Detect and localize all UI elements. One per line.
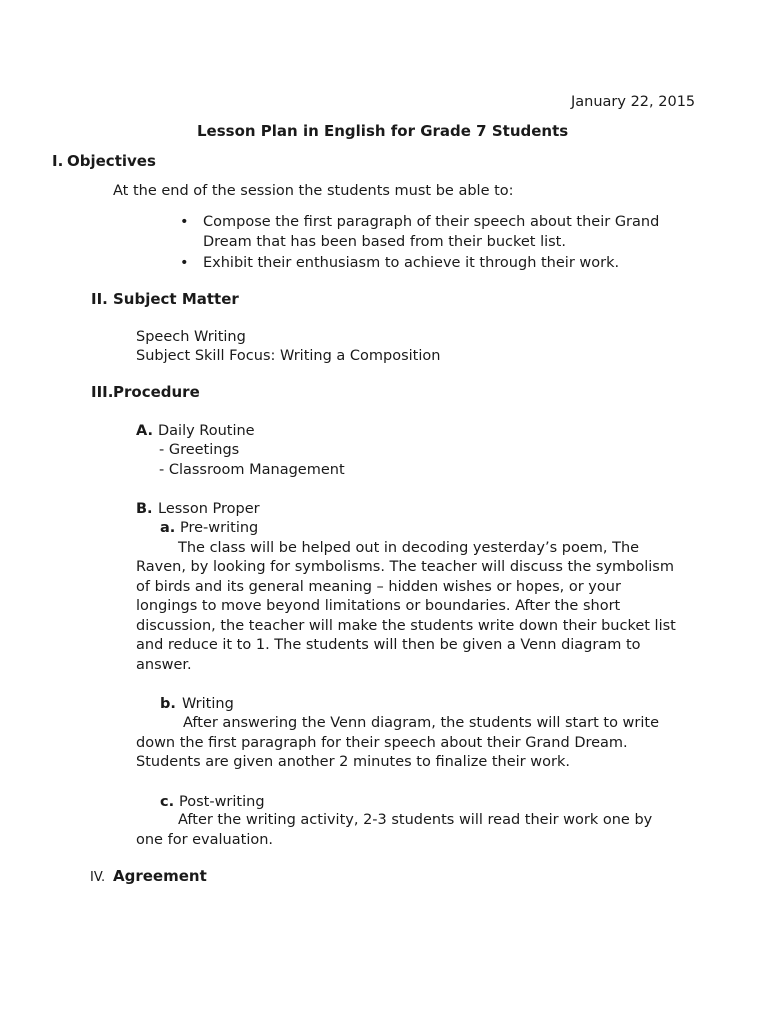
- sub-a-marker: a.: [160, 520, 176, 536]
- subject-line: Speech Writing: [136, 329, 246, 345]
- writing-line: After answering the Venn diagram, the students will start to write: [183, 715, 660, 731]
- objectives-intro: At the end of the session the students must be able to:: [113, 183, 514, 199]
- prewriting-line: longings to move beyond limitations or boundaries. After the short: [136, 598, 621, 614]
- postwriting-line: After the writing activity, 2-3 students will read their work one by: [178, 812, 653, 828]
- writing-line: Students are given another 2 minutes to finalize their work.: [136, 754, 570, 770]
- section-number-agreement: IV.: [90, 870, 106, 885]
- prewriting-line: of birds and its general meaning – hidden wishes or hopes, or your: [136, 579, 621, 595]
- sub-c-marker: c.: [160, 794, 175, 810]
- objective-bullet-1-line-2: Dream that has been based from their bucket list.: [203, 234, 566, 250]
- section-heading-procedure: Procedure: [113, 383, 200, 401]
- routine-item: - Classroom Management: [159, 462, 345, 478]
- procedure-b-label: Lesson Proper: [158, 501, 260, 517]
- prewriting-line: answer.: [136, 657, 192, 673]
- subject-line: Subject Skill Focus: Writing a Composition: [136, 348, 441, 364]
- bullet-dot: •: [180, 214, 189, 230]
- section-heading-subject-matter: Subject Matter: [113, 290, 239, 308]
- procedure-a-marker: A.: [136, 423, 153, 439]
- bullet-dot: •: [180, 255, 189, 271]
- sub-a-label: Pre-writing: [180, 520, 259, 536]
- section-number-procedure: III.: [91, 383, 114, 401]
- section-number-objectives: I.: [52, 152, 64, 170]
- routine-item: - Greetings: [159, 442, 240, 458]
- section-heading-agreement: Agreement: [113, 867, 207, 885]
- objective-bullet-2: Exhibit their enthusiasm to achieve it through their work.: [203, 255, 620, 271]
- objective-bullet-1-line-1: Compose the first paragraph of their speech about their Grand: [203, 214, 660, 230]
- sub-c-label: Post-writing: [179, 794, 265, 810]
- sub-b-marker: b.: [160, 696, 176, 712]
- prewriting-line: and reduce it to 1. The students will then be given a Venn diagram to: [136, 637, 641, 653]
- procedure-b-marker: B.: [136, 501, 153, 517]
- sub-b-label: Writing: [182, 696, 234, 712]
- postwriting-line: one for evaluation.: [136, 832, 274, 848]
- section-number-subject-matter: II.: [91, 290, 108, 308]
- procedure-a-label: Daily Routine: [158, 423, 255, 439]
- section-heading-objectives: Objectives: [67, 152, 156, 170]
- prewriting-line: Raven, by looking for symbolisms. The teacher will discuss the symbolism: [136, 559, 674, 575]
- document-title: Lesson Plan in English for Grade 7 Students: [197, 122, 569, 140]
- prewriting-line: discussion, the teacher will make the students write down their bucket list: [136, 618, 676, 634]
- prewriting-line: The class will be helped out in decoding yesterday’s poem, The: [178, 540, 640, 556]
- document-date: January 22, 2015: [571, 94, 696, 110]
- writing-line: down the first paragraph for their speech about their Grand Dream.: [136, 735, 628, 751]
